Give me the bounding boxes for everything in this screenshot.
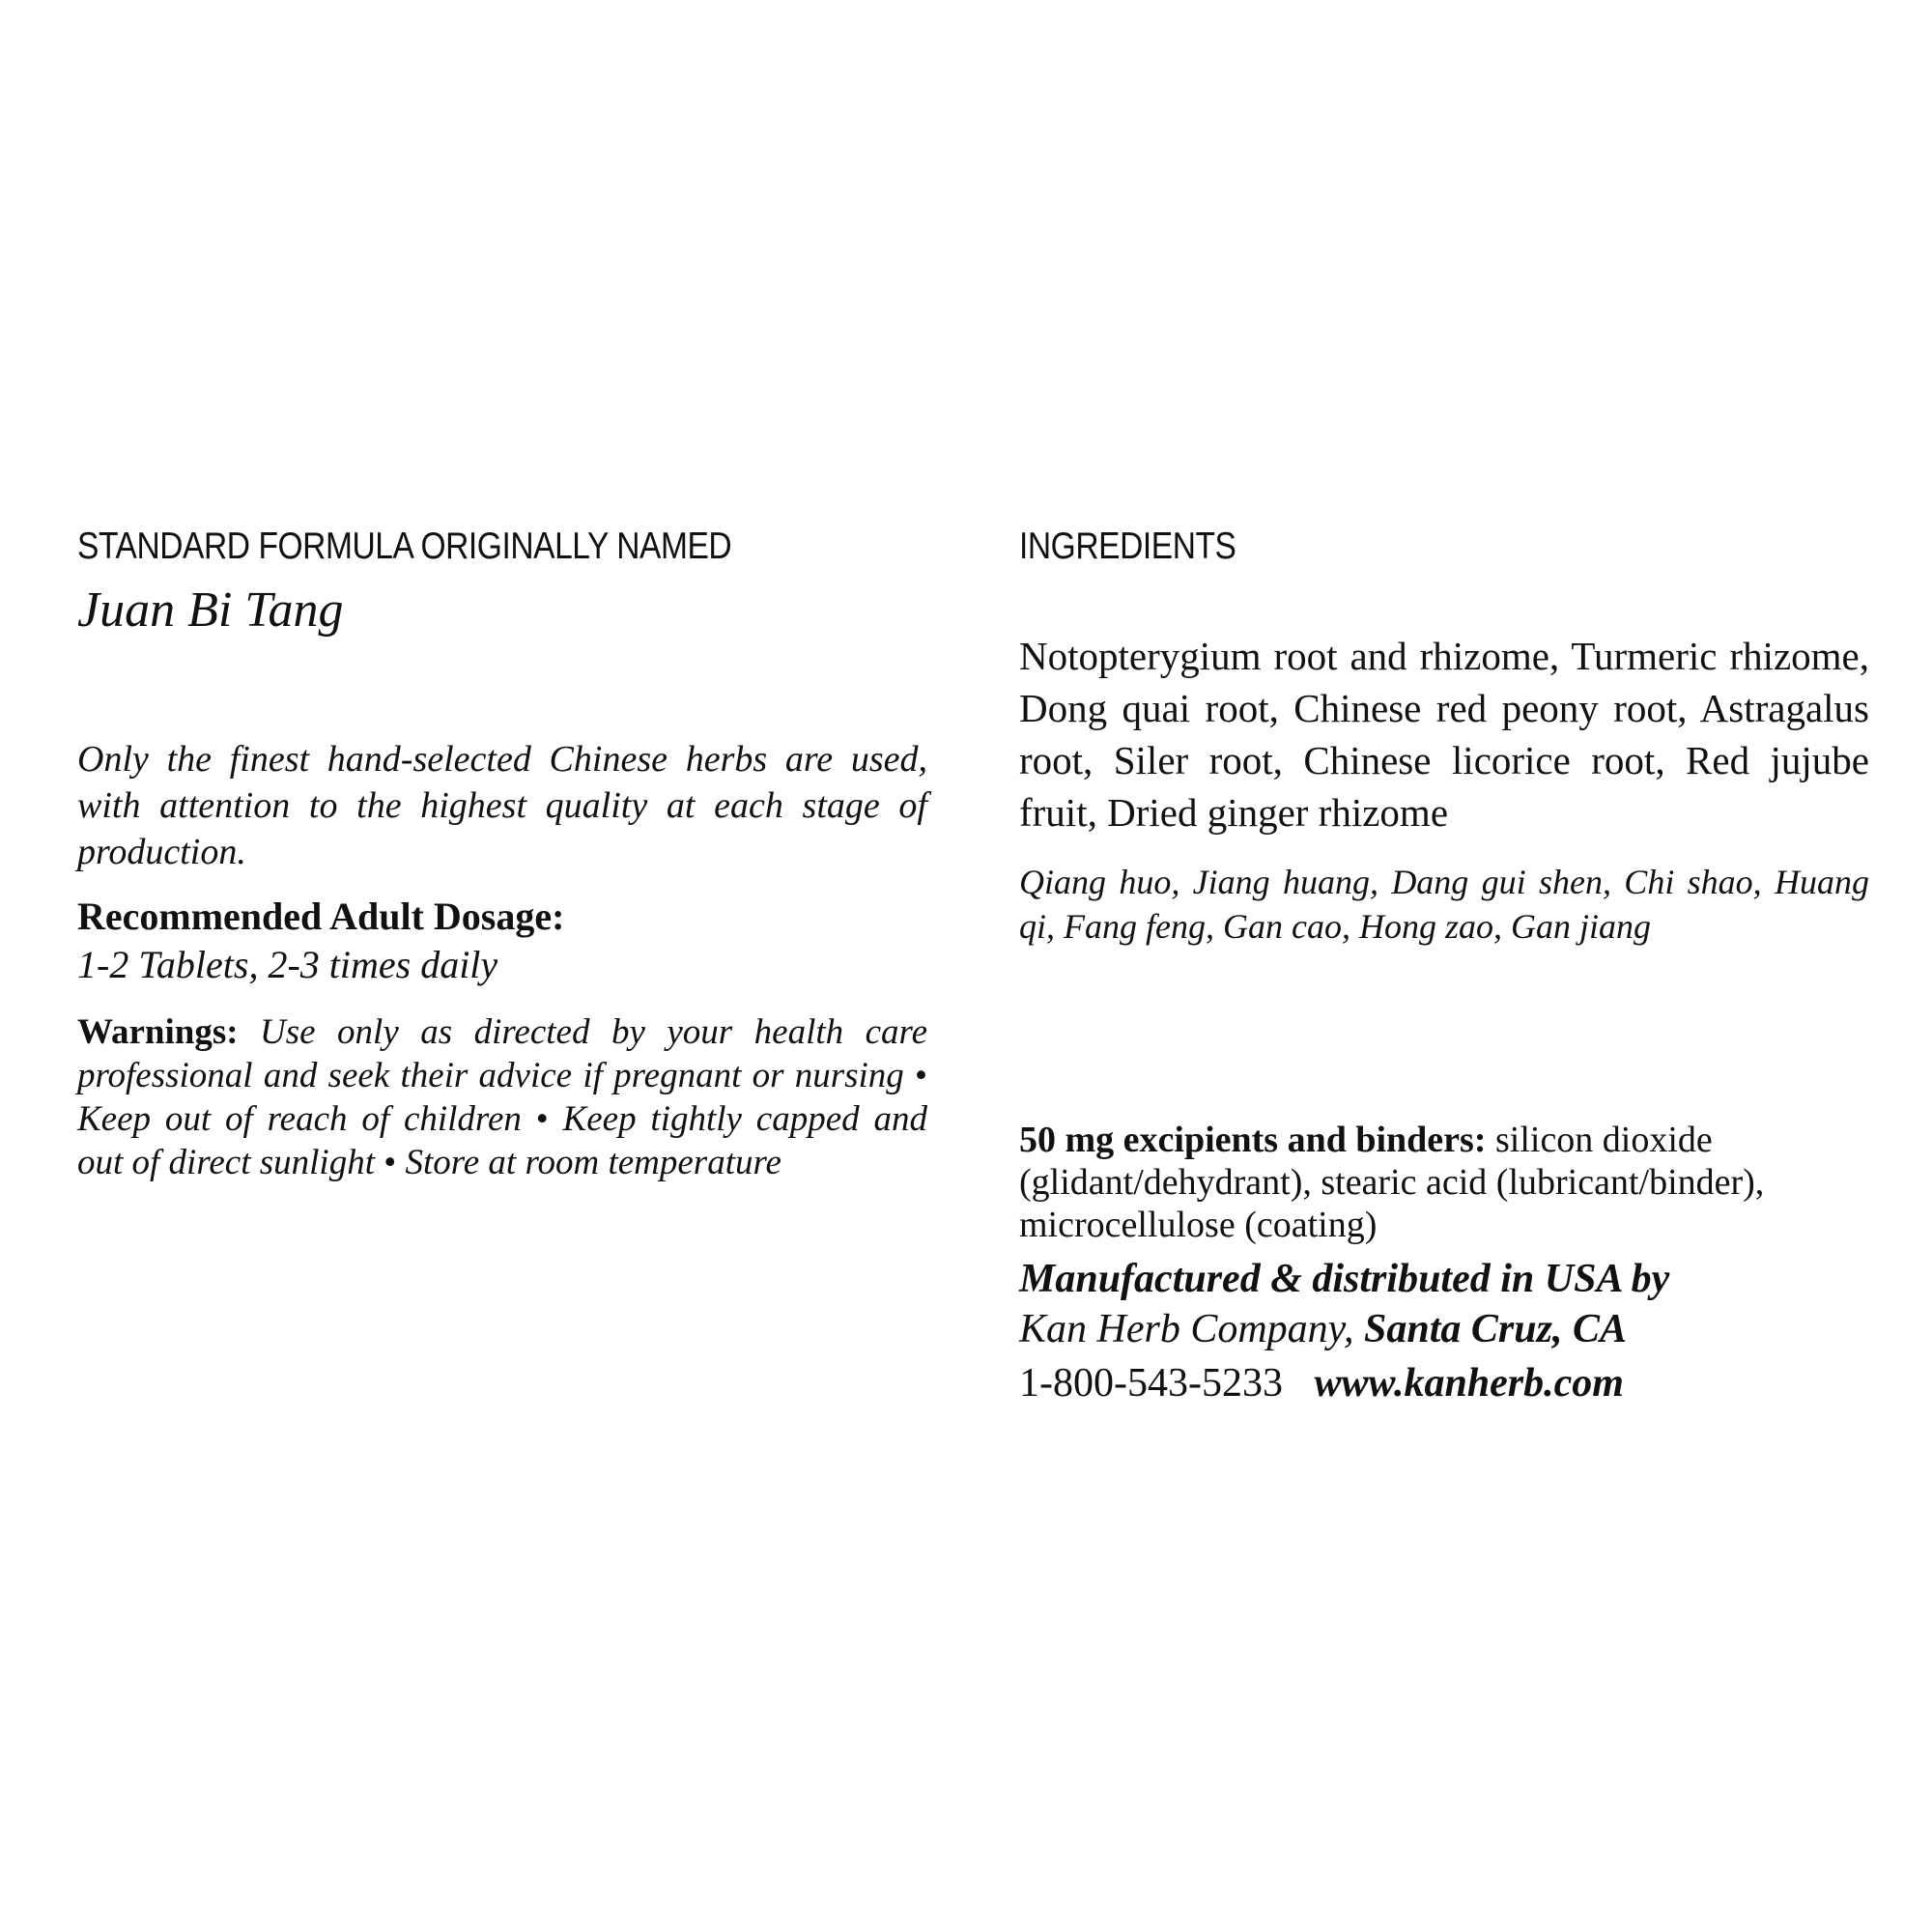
formula-heading: STANDARD FORMULA ORIGINALLY NAMED bbox=[77, 526, 732, 567]
phone-number: 1-800-543-5233 bbox=[1019, 1361, 1283, 1406]
manufacturer-line: Manufactured & distributed in USA by bbox=[1019, 1257, 1670, 1301]
dosage-text: 1-2 Tablets, 2-3 times daily bbox=[77, 943, 498, 986]
left-column bbox=[77, 522, 927, 1184]
ingredients-list: Notopterygium root and rhizome, Turmeric rhizome, Dong quai root, Chinese red peony root, Astragalus root, Siler root, Chinese licorice root, Red jujube fruit, Dried ginger rhizome bbox=[1019, 634, 1869, 835]
right-column bbox=[1019, 522, 1869, 949]
bullet-icon: • bbox=[384, 1143, 397, 1182]
website-link: www.kanherb.com bbox=[1314, 1361, 1624, 1406]
bullet-icon: • bbox=[535, 1099, 549, 1139]
warnings-label: Warnings: bbox=[77, 1012, 239, 1052]
bullet-icon: • bbox=[915, 1056, 927, 1095]
dosage-title: Recommended Adult Dosage: bbox=[77, 895, 565, 938]
warnings-part-4: Store at room temperature bbox=[405, 1143, 781, 1182]
company-name: Kan Herb Company, bbox=[1019, 1307, 1354, 1351]
company-line bbox=[1019, 1304, 1889, 1354]
manufacturer-block bbox=[1019, 1254, 1889, 1412]
contact-line bbox=[1019, 1354, 1889, 1412]
ingredients-heading: INGREDIENTS bbox=[1019, 526, 1236, 567]
pinyin-names: Qiang huo, Jiang huang, Dang gui shen, Chi shao, Huang qi, Fang feng, Gan cao, Hong zao, Gan jiang bbox=[1019, 863, 1869, 946]
intro-text: Only the finest hand-selected Chinese herbs are used, with attention to the highest quality at each stage of production. bbox=[77, 739, 927, 872]
warnings-part-1: Use only as directed by your health care professional and seek their advice if pregnant or nursing bbox=[77, 1012, 927, 1095]
excipients-text bbox=[1019, 1119, 1889, 1246]
formula-name: Juan Bi Tang bbox=[77, 582, 344, 638]
excipients-label: 50 mg excipients and binders: bbox=[1019, 1120, 1487, 1160]
company-city: Santa Cruz, CA bbox=[1364, 1307, 1627, 1351]
warnings-part-3: Keep tightly capped and out of direct sunlight bbox=[77, 1099, 927, 1182]
excipients-detail: silicon dioxide (glidant/dehydrant), stearic acid (lubricant/binder), microcellulose (coating) bbox=[1019, 1120, 1765, 1245]
warnings-text bbox=[77, 1010, 927, 1184]
warnings-part-2: Keep out of reach of children bbox=[77, 1099, 522, 1139]
